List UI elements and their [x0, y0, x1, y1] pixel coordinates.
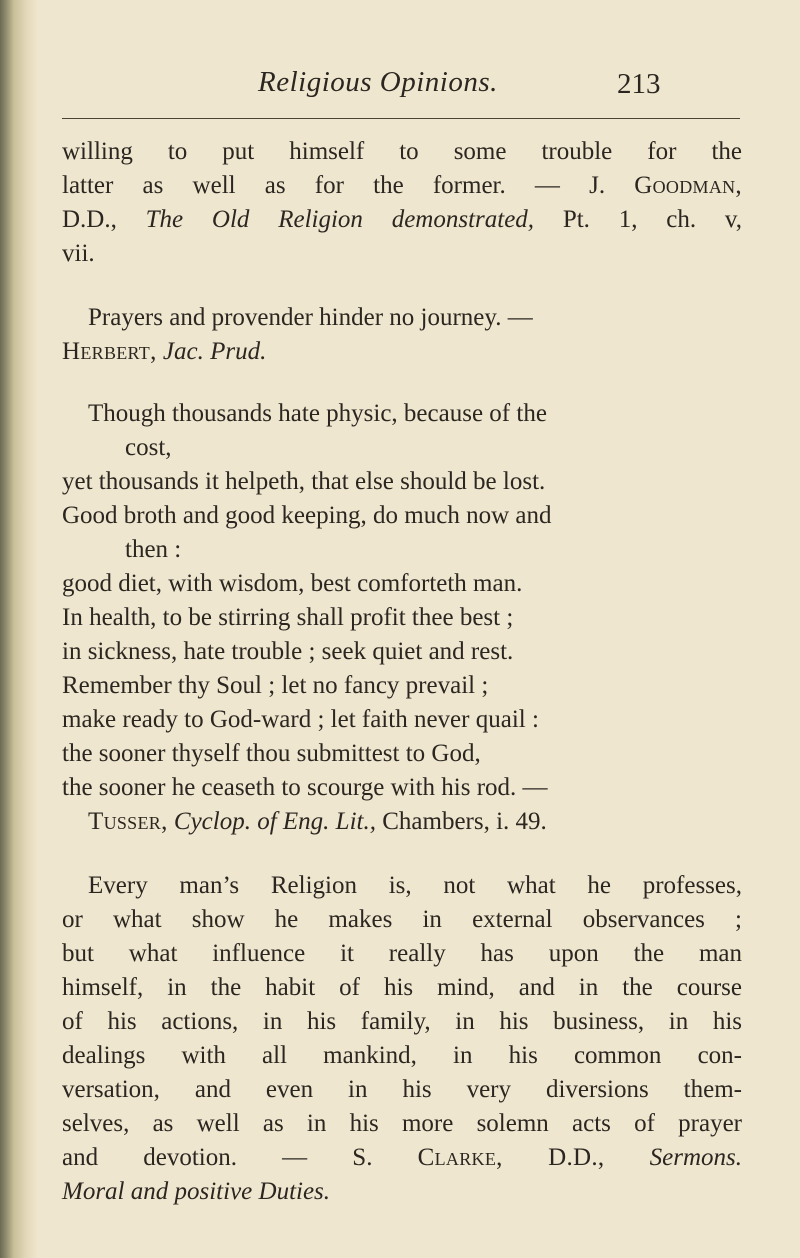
- verse-line: the sooner thyself thou submittest to God,: [62, 740, 481, 767]
- quote4-source: Sermons.: [649, 1144, 743, 1171]
- quote4-line: himself, in the habit of his mind, and in the course: [62, 974, 742, 1001]
- verse-line: make ready to God-ward ; let faith never quail :: [62, 706, 539, 733]
- verse-line: yet thousands it helpeth, that else should be lost.: [62, 468, 546, 495]
- quote3-author: Tusser,: [88, 808, 168, 835]
- verse-line: Good broth and good keeping, do much now and: [62, 502, 552, 529]
- quote4-line: versation, and even in his very diversions them-: [62, 1076, 742, 1103]
- quote4-subsource: Moral and positive Duties.: [62, 1178, 331, 1205]
- verse-line: Remember thy Soul ; let no fancy prevail ;: [62, 672, 489, 699]
- header-rule: [62, 118, 740, 119]
- quote2-text: Prayers and provender hinder no journey. —: [88, 304, 533, 331]
- quote2-source: Jac. Prud.: [162, 338, 267, 365]
- quote4-author: Clarke, D.D.,: [417, 1144, 605, 1171]
- quote1-author: Goodman,: [634, 172, 742, 199]
- quote1-line-3: D.D., The Old Religion demonstrated, Pt. 1, ch. v,: [62, 206, 742, 233]
- quote1-line-2: latter as well as for the former. — J. Goodman,: [62, 172, 742, 199]
- quote4-line: or what show he makes in external observances ;: [62, 906, 742, 933]
- verse-line: in sickness, hate trouble ; seek quiet and rest.: [62, 638, 514, 665]
- quote1-line-4: vii.: [62, 240, 95, 267]
- verse-line: then :: [125, 536, 182, 563]
- verse-line: the sooner he ceaseth to scourge with his rod. —: [62, 774, 548, 801]
- quote4-line: dealings with all mankind, in his common con-: [62, 1042, 742, 1069]
- running-title: Religious Opinions.: [258, 66, 498, 98]
- quote1-line-1: willing to put himself to some trouble for the: [62, 138, 742, 165]
- quote2-author: Herbert,: [62, 338, 157, 365]
- quote4-line: selves, as well as in his more solemn acts of prayer: [62, 1110, 742, 1137]
- quote4-line: but what influence it really has upon the man: [62, 940, 742, 967]
- quote3-source: Cyclop. of Eng. Lit.,: [173, 808, 376, 835]
- quote4-line: of his actions, in his family, in his business, in his: [62, 1008, 742, 1035]
- quote3-attribution: Tusser, Cyclop. of Eng. Lit., Chambers, i. 49.: [88, 808, 547, 835]
- quote4-line: Every man’s Religion is, not what he professes,: [88, 872, 742, 899]
- verse-line: good diet, with wisdom, best comforteth man.: [62, 570, 523, 597]
- verse-line: Though thousands hate physic, because of the: [88, 400, 547, 427]
- quote2-attribution: [62, 336, 742, 367]
- verse-line: In health, to be stirring shall profit thee best ;: [62, 604, 514, 631]
- quote1-source-title: The Old Religion demonstrated,: [145, 206, 535, 233]
- page-number: 213: [617, 68, 661, 100]
- quote4-attribution: and devotion. — S. Clarke, D.D., Sermons.: [62, 1144, 743, 1171]
- verse-line: cost,: [125, 434, 172, 461]
